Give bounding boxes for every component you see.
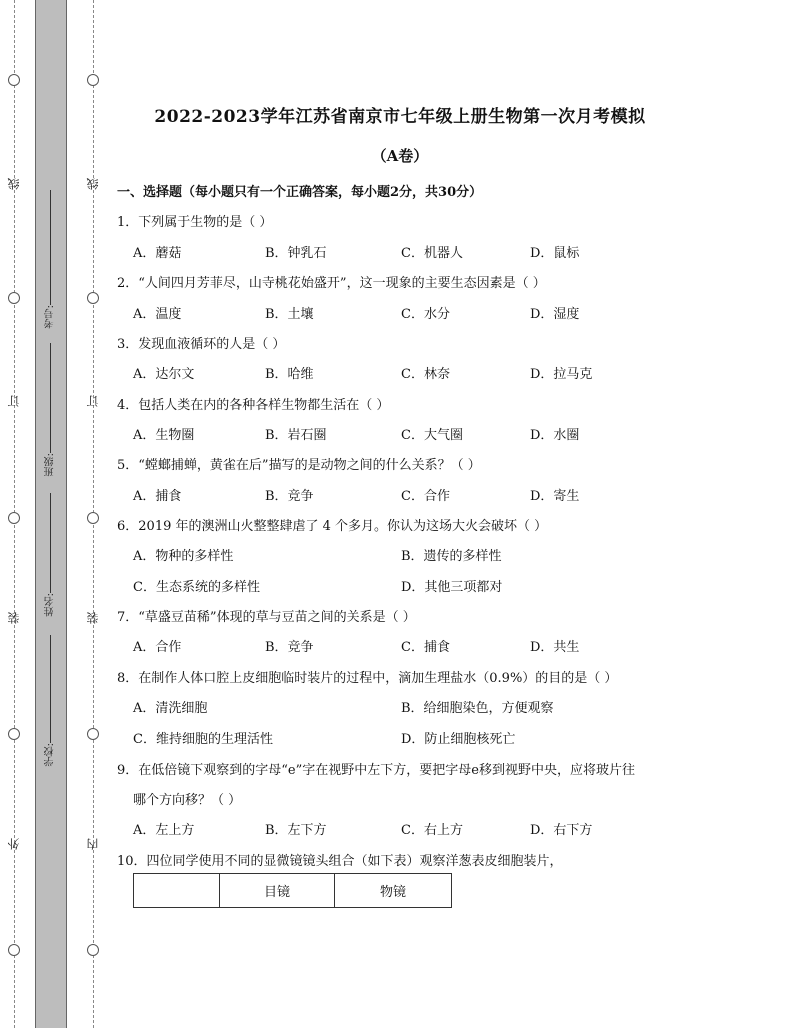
option: B．竞争 (265, 489, 314, 504)
table-header-cell: 目镜 (220, 874, 335, 908)
option: D．拉马克 (530, 367, 593, 382)
field-underline (50, 190, 51, 305)
option: B．哈维 (265, 367, 314, 382)
option: C．生态系统的多样性 (133, 580, 260, 595)
option: C．机器人 (401, 246, 463, 261)
option: B．遗传的多样性 (401, 549, 502, 564)
question-stem: 1．下列属于生物的是（ ） (117, 215, 273, 230)
option: B．土壤 (265, 307, 314, 322)
margin-char-inner: 内 (86, 838, 100, 850)
field-label: 班级: (44, 453, 56, 477)
binding-circle (8, 74, 20, 86)
option: B．竞争 (265, 640, 314, 655)
field-label: 学校: (44, 743, 56, 767)
question-stem: 5．“螳螂捕蝉，黄雀在后”描写的是动物之间的什么关系？（ ） (117, 458, 481, 473)
question-stem: 3．发现血液循环的人是（ ） (117, 337, 286, 352)
option: A．温度 (133, 307, 182, 322)
option: D．防止细胞核死亡 (401, 732, 516, 747)
option: A．左上方 (133, 823, 195, 838)
option: D．水圈 (530, 428, 580, 443)
option: A．清洗细胞 (133, 701, 208, 716)
option: A．达尔文 (133, 367, 195, 382)
binding-circle (8, 944, 20, 956)
margin-char-inner: 订 (86, 395, 100, 407)
option: D．湿度 (530, 307, 580, 322)
page-title: 2022-2023学年江苏省南京市七年级上册生物第一次月考模拟 (154, 107, 646, 127)
margin-char-outer: 订 (7, 395, 21, 407)
binding-circle (87, 728, 99, 740)
binding-circle (87, 292, 99, 304)
option: D．寄生 (530, 489, 580, 504)
binding-circle (8, 728, 20, 740)
binding-circle (87, 74, 99, 86)
option: B．左下方 (265, 823, 327, 838)
option: D．右下方 (530, 823, 593, 838)
option: D．共生 (530, 640, 580, 655)
option: D．其他三项都对 (401, 580, 503, 595)
question-stem: 9．在低倍镜下观察到的字母“e”字在视野中左下方，要把字母e移到视野中央，应将玻片往 (117, 763, 635, 778)
question-stem: 6．2019 年的澳洲山火整整肆虐了 4 个多月。你认为这场大火会破坏（ ） (117, 519, 548, 534)
binding-circle (87, 512, 99, 524)
question-stem: 8．在制作人体口腔上皮细胞临时装片的过程中，滴加生理盐水（0.9%）的目的是（ ） (117, 671, 618, 686)
option: C．合作 (401, 489, 450, 504)
exam-number-field[interactable] (40, 190, 60, 328)
option: C．水分 (401, 307, 450, 322)
margin-char-outer: 装 (7, 612, 21, 624)
binding-circle (8, 512, 20, 524)
name-field[interactable] (40, 493, 60, 616)
school-field[interactable] (40, 635, 60, 766)
option: A．生物圈 (133, 428, 195, 443)
option: A．物种的多样性 (133, 549, 234, 564)
option: C．大气圈 (401, 428, 463, 443)
section-heading: 一、选择题（每小题只有一个正确答案，每小题2分，共30分） (117, 185, 483, 200)
table-header-cell: 物镜 (335, 874, 452, 908)
question-stem-continued: 哪个方向移？（ ） (133, 793, 242, 808)
question-stem: 10．四位同学使用不同的显微镜镜头组合（如下表）观察洋葱表皮细胞装片， (117, 854, 563, 869)
option: C．维持细胞的生理活性 (133, 732, 273, 747)
option: B．钟乳石 (265, 246, 327, 261)
option: C．右上方 (401, 823, 463, 838)
field-label: 姓名: (44, 593, 56, 617)
question-stem: 7．“草盛豆苗稀”体现的草与豆苗之间的关系是（ ） (117, 610, 416, 625)
table-header-cell (134, 874, 220, 908)
option: B．给细胞染色，方便观察 (401, 701, 554, 716)
field-underline (50, 493, 51, 593)
question-stem: 4．包括人类在内的各种各样生物都生活在（ ） (117, 398, 390, 413)
option: A．蘑菇 (133, 246, 182, 261)
margin-char-outer: 外 (7, 838, 21, 850)
option: A．合作 (133, 640, 182, 655)
field-underline (50, 343, 51, 453)
field-label: 考号: (44, 305, 56, 329)
table-row (134, 874, 452, 908)
option: D．鼠标 (530, 246, 580, 261)
class-field[interactable] (40, 343, 60, 476)
option: C．林奈 (401, 367, 450, 382)
option: C．捕食 (401, 640, 450, 655)
page-subtitle: （A卷） (371, 147, 429, 165)
field-underline (50, 635, 51, 743)
margin-char-inner: 线 (86, 178, 100, 190)
lens-table (133, 873, 452, 908)
binding-circle (87, 944, 99, 956)
binding-circle (8, 292, 20, 304)
option: A．捕食 (133, 489, 182, 504)
margin-char-inner: 装 (86, 612, 100, 624)
margin-char-outer: 线 (7, 178, 21, 190)
question-stem: 2．“人间四月芳菲尽，山寺桃花始盛开”，这一现象的主要生态因素是（ ） (117, 276, 546, 291)
option: B．岩石圈 (265, 428, 327, 443)
